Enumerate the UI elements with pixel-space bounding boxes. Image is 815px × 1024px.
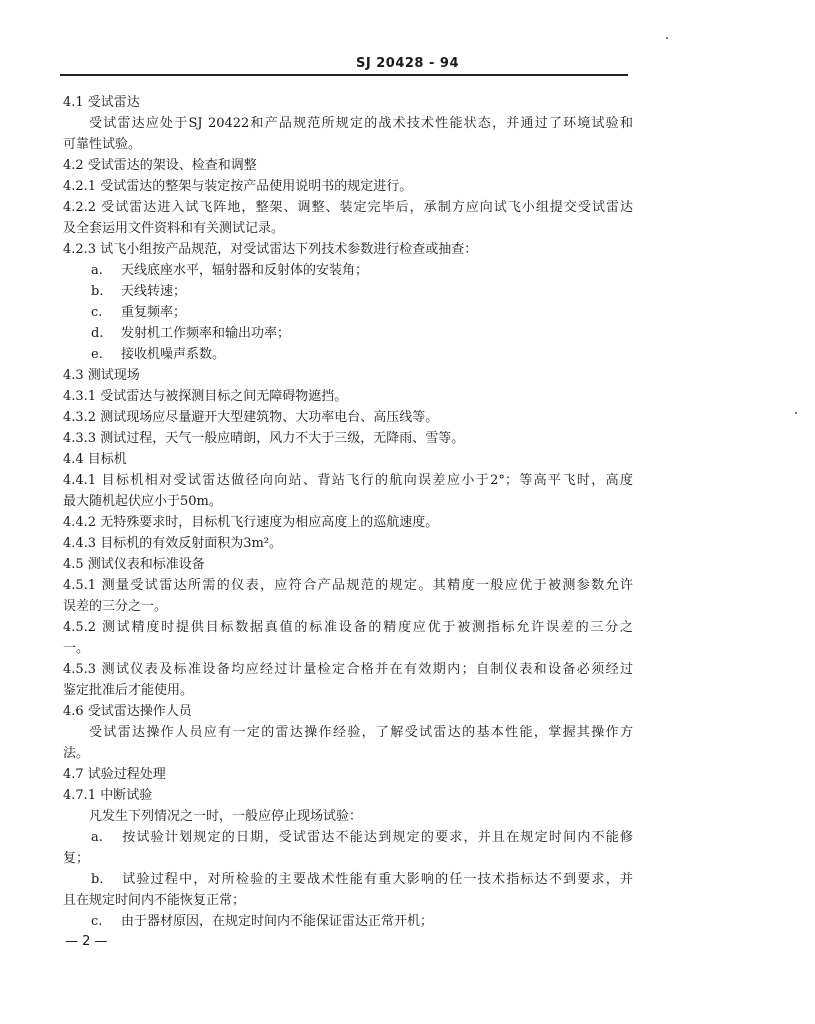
paragraph-line: 及全套运用文件资料和有关测试记录。 (63, 221, 285, 236)
list-item-label: c. (91, 305, 103, 320)
list-item-label: a. (91, 830, 103, 845)
clause-4-2-1: 4.2.1 受试雷达的整架与装定按产品使用说明书的规定进行。 (63, 179, 413, 194)
clause-4-3-1: 4.3.1 受试雷达与被探测目标之间无障碍物遮挡。 (63, 389, 348, 404)
clause-4-4-2: 4.4.2 无特殊要求时，目标机飞行速度为相应高度上的巡航速度。 (63, 515, 439, 530)
list-item-text: 按试验计划规定的日期，受试雷达不能达到规定的要求，并且在规定时间内不能修 (121, 830, 633, 845)
list-item-text: 天线转速； (121, 284, 187, 299)
section-heading-4-1: 4.1 受试雷达 (63, 95, 140, 110)
header-rule (60, 74, 628, 76)
clause-4-7-1: 4.7.1 中断试验 (63, 788, 153, 803)
section-heading-4-2: 4.2 受试雷达的架设、检查和调整 (63, 158, 257, 173)
list-item (63, 869, 633, 890)
clause-4-5-3: 4.5.3 测试仪表及标准设备均应经过计量检定合格并在有效期内；自制仪表和设备必须经过 (63, 662, 633, 677)
paragraph-line: 复； (63, 851, 90, 866)
page-number: — 2 — (65, 934, 108, 949)
list-item-label: e. (91, 347, 103, 362)
paragraph-line: 一。 (63, 641, 90, 656)
section-heading-4-7: 4.7 试验过程处理 (63, 767, 166, 782)
clause-4-5-2: 4.5.2 测试精度时提供目标数据真值的标准设备的精度应优于被测指标允许误差的三分之 (63, 620, 633, 635)
list-item-text: 重复频率； (121, 305, 187, 320)
list-item (63, 323, 633, 344)
list-item-label: b. (91, 872, 104, 887)
paragraph-line: 误差的三分之一。 (63, 599, 168, 614)
clause-4-3-3: 4.3.3 测试过程，天气一般应晴朗，风力不大于三级，无降雨、雪等。 (63, 431, 465, 446)
list-item-text: 试验过程中，对所检验的主要战术性能有重大影响的任一技术指标达不到要求，并 (121, 872, 633, 887)
paragraph-line: 法。 (63, 746, 90, 761)
list-item-text: 发射机工作频率和输出功率； (121, 326, 291, 341)
list-item (63, 344, 633, 365)
paragraph-line: 鉴定批准后才能使用。 (63, 683, 194, 698)
paragraph-line: 最大随机起伏应小于50m。 (63, 494, 222, 509)
section-heading-4-6: 4.6 受试雷达操作人员 (63, 704, 192, 719)
clause-4-4-3: 4.4.3 目标机的有效反射面积为3m²。 (63, 536, 283, 551)
list-item (63, 260, 633, 281)
paragraph-line: 且在规定时间内不能恢复正常； (63, 893, 246, 908)
document-number-header: SJ 20428 - 94 (356, 56, 459, 71)
section-heading-4-5: 4.5 测试仪表和标准设备 (63, 557, 205, 572)
list-item-text: 由于器材原因，在规定时间内不能保证雷达正常开机； (121, 914, 434, 929)
list-item (63, 827, 633, 848)
paragraph-line: 凡发生下列情况之一时，一般应停止现场试验： (89, 809, 363, 824)
scan-speck (795, 412, 797, 414)
list-item-text: 接收机噪声系数。 (121, 347, 226, 362)
document-body (63, 92, 633, 932)
paragraph-line: 受试雷达操作人员应有一定的雷达操作经验，了解受试雷达的基本性能，掌握其操作方 (89, 725, 633, 740)
list-item (63, 302, 633, 323)
section-heading-4-3: 4.3 测试现场 (63, 368, 140, 383)
list-item (63, 911, 633, 932)
clause-4-3-2: 4.3.2 测试现场应尽量避开大型建筑物、大功率电台、高压线等。 (63, 410, 439, 425)
list-item-label: c. (91, 914, 103, 929)
clause-4-4-1: 4.4.1 目标机相对受试雷达做径向向站、背站飞行的航向误差应小于2°；等高平飞时，高度 (63, 473, 633, 488)
clause-4-2-3: 4.2.3 试飞小组按产品规范，对受试雷达下列技术参数进行检查或抽查： (63, 242, 478, 257)
clause-4-5-1: 4.5.1 测量受试雷达所需的仪表，应符合产品规范的规定。其精度一般应优于被测参数允许 (63, 578, 633, 593)
paragraph-line: 受试雷达应处于SJ 20422和产品规范所规定的战术技术性能状态，并通过了环境试验和 (89, 116, 633, 131)
list-item-label: d. (91, 326, 104, 341)
clause-4-2-2: 4.2.2 受试雷达进入试飞阵地，整架、调整、装定完毕后，承制方应向试飞小组提交受试雷达 (63, 200, 633, 215)
list-item-label: b. (91, 284, 104, 299)
list-item-label: a. (91, 263, 103, 278)
section-heading-4-4: 4.4 目标机 (63, 452, 127, 467)
list-item (63, 281, 633, 302)
list-item-text: 天线底座水平，辐射器和反射体的安装角； (121, 263, 369, 278)
paragraph-line: 可靠性试验。 (63, 137, 142, 152)
scan-speck (666, 37, 668, 39)
